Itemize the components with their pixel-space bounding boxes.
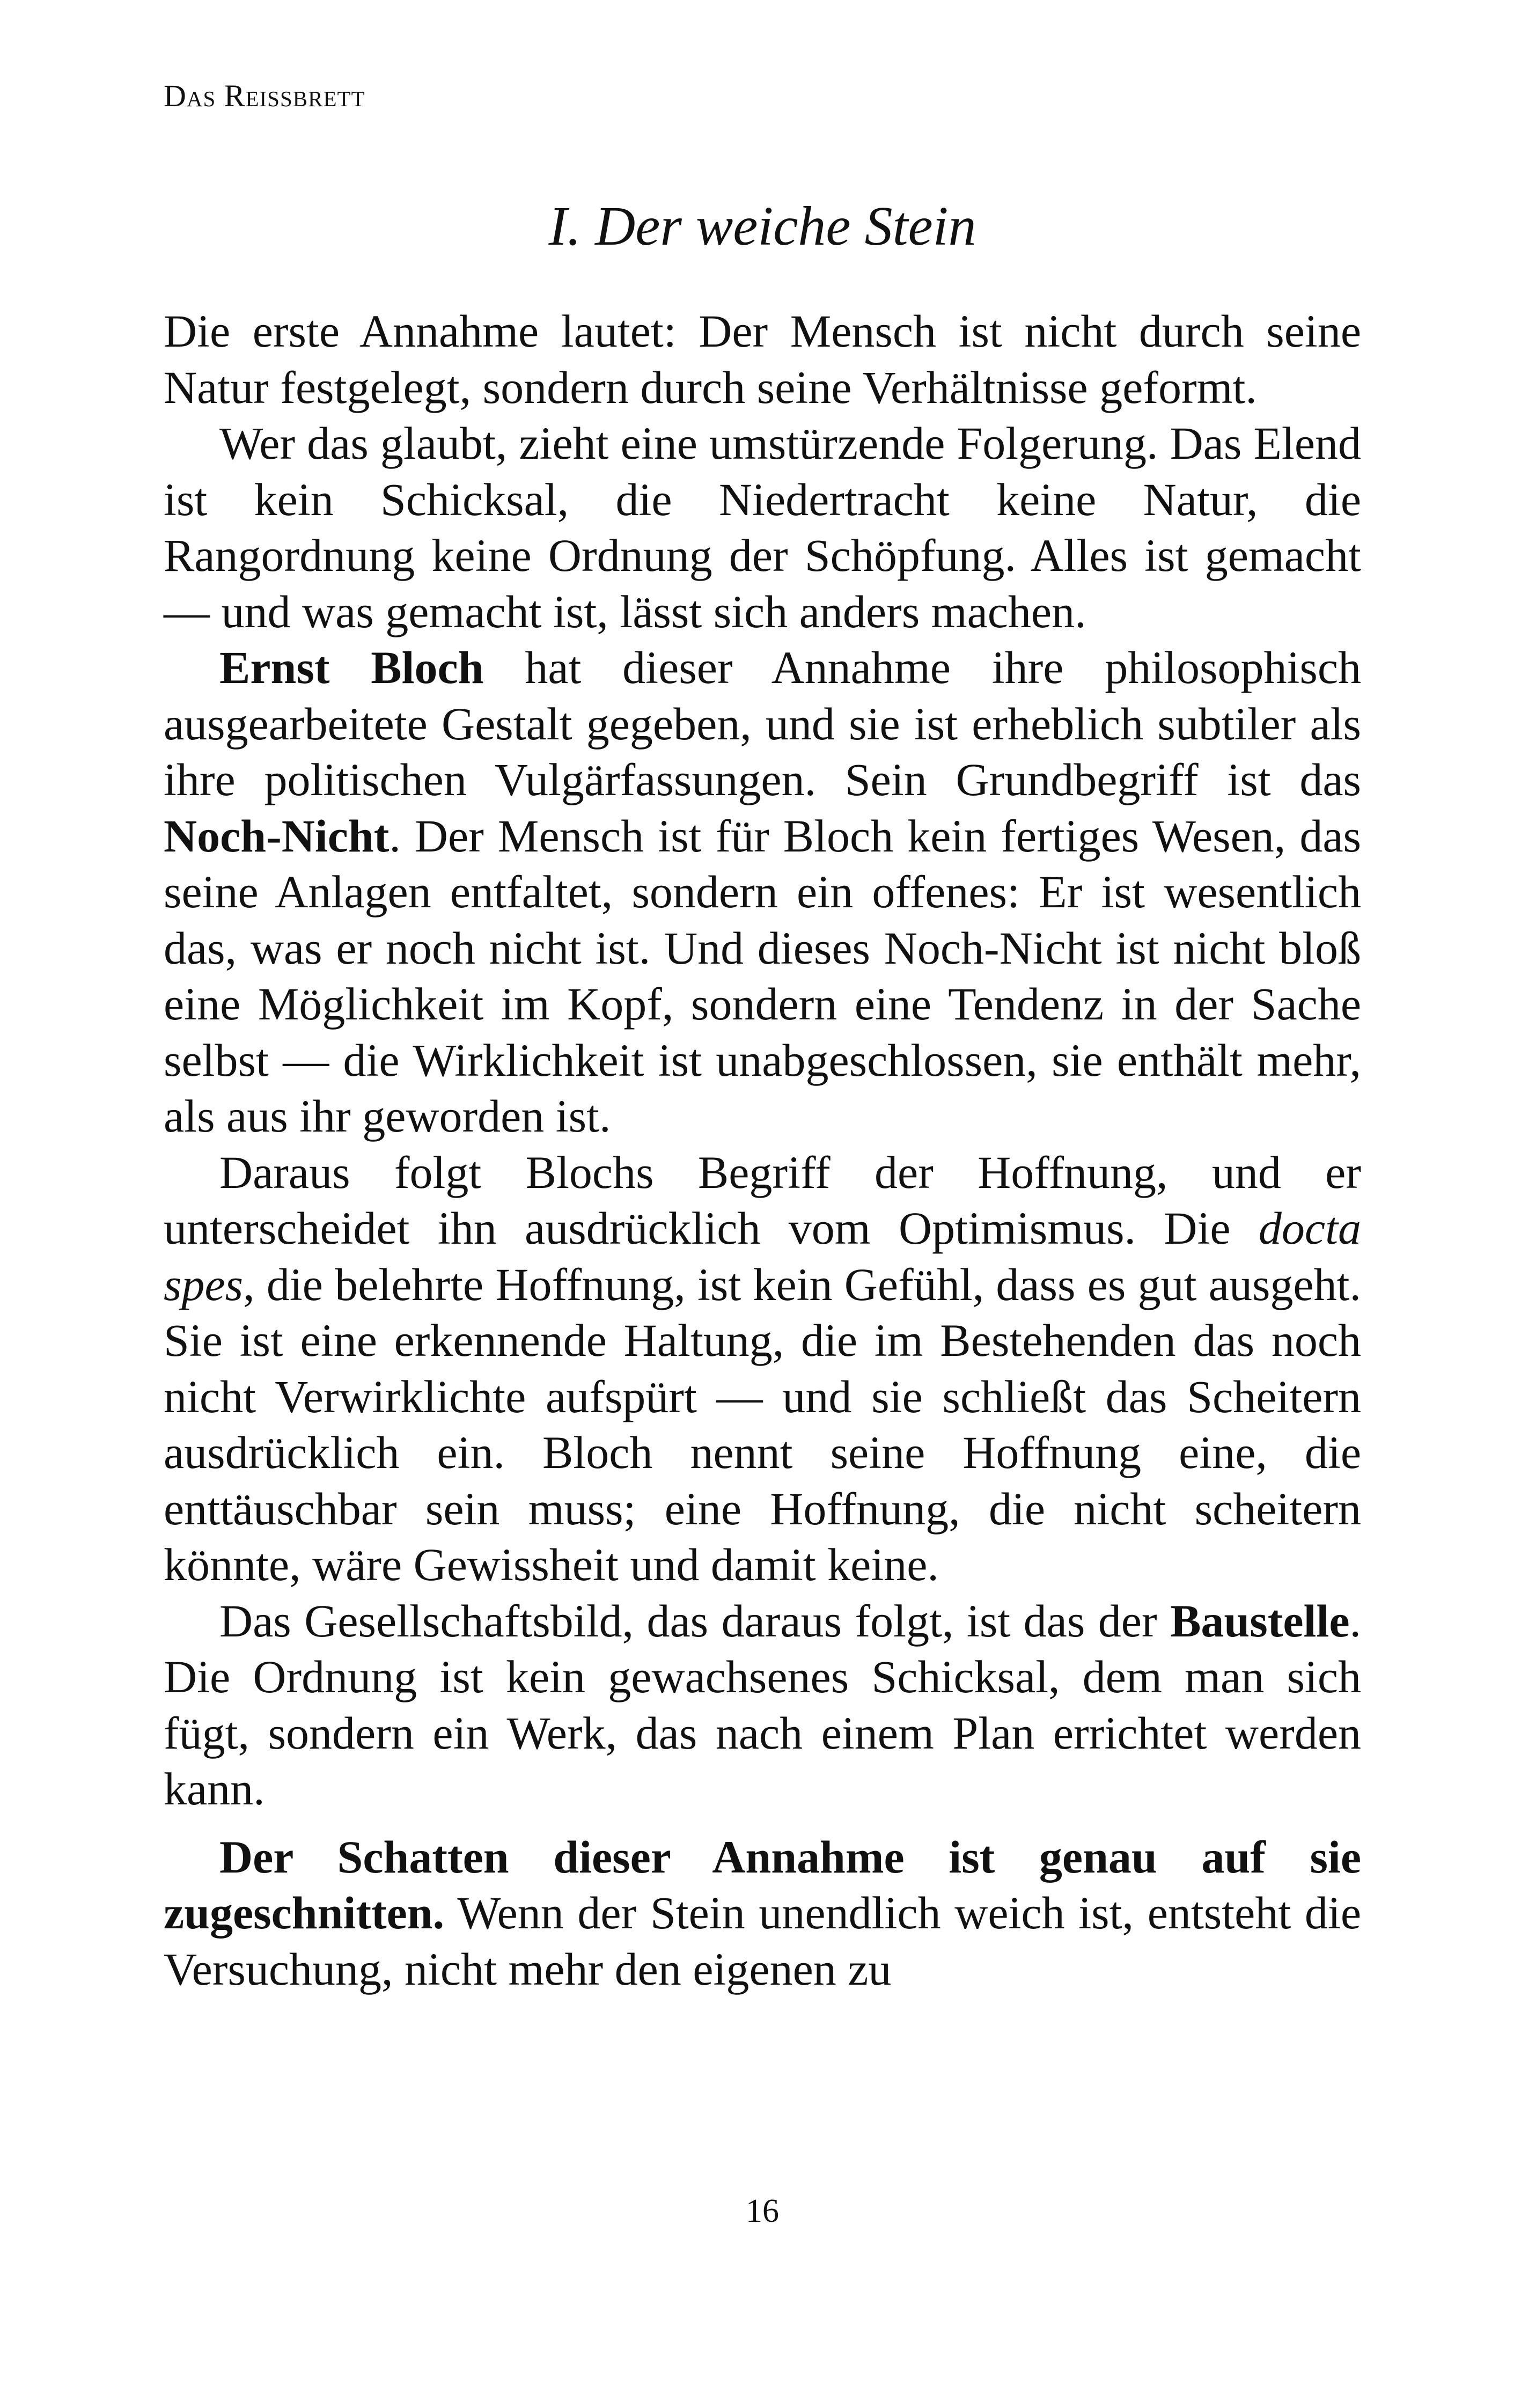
chapter-title: I. Der weiche Stein [548, 195, 976, 257]
bold-lead-sentence: Der Schatten dieser Annahme ist genau auf sie zugeschnitten. [164, 1831, 1361, 1939]
bold-term-noch-nicht: Noch-Nicht [164, 810, 390, 862]
bold-term-baustelle: Baustelle [1170, 1595, 1350, 1647]
paragraph-text: , die belehrte Hoffnung, ist kein Gefühl, dass es gut ausgeht. Sie ist eine erkennende Haltung, die im Bestehenden das noch nicht Verwirklichte aufspürt — und sie schließt das Scheitern ausdrücklich ein. Bloch nennt seine Hoffnung eine, die enttäuschbar sein muss; eine Hoffnung, die nicht scheitern könnte, wäre Gewissheit und damit keine. [164, 1258, 1361, 1590]
body-text [164, 303, 1361, 1997]
paragraph-4 [164, 1144, 1361, 1593]
paragraph-text: . Der Mensch ist für Bloch kein fertiges Wesen, das seine Anlagen entfaltet, sondern ein offenes: Er ist wesentlich das, was er noch nicht ist. Und dieses Noch-Nicht ist nicht bloß eine Möglichkeit im Kopf, sondern eine Tendenz in der Sache selbst — die Wirklichkeit ist unabgeschlossen, sie enthält mehr, als aus ihr geworden ist. [164, 810, 1361, 1142]
paragraph-3 [164, 640, 1361, 1144]
italic-term-docta-spes: docta spes [164, 1202, 1361, 1310]
bold-name-ernst-bloch: Ernst Bloch [219, 642, 484, 693]
running-head: Das Reissbrett [164, 78, 365, 113]
paragraph-text: Die erste Annahme lautet: Der Mensch ist nicht durch seine Natur festgelegt, sondern durch seine Verhältnisse geformt. [164, 305, 1361, 413]
paragraph-text: hat dieser Annahme ihre philosophisch ausgearbeitete Gestalt gegeben, und sie ist erheblich subtiler als ihre politischen Vulgärfassungen. Sein Grundbegriff ist das [164, 642, 1361, 805]
paragraph-6 [164, 1829, 1361, 1998]
paragraph-5 [164, 1593, 1361, 1817]
paragraph-1 [164, 303, 1361, 415]
paragraph-text: Wer das glaubt, zieht eine umstürzende Folgerung. Das Elend ist kein Schicksal, die Niedertracht keine Natur, die Rangordnung keine Ordnung der Schöpfung. Alles ist gemacht — und was gemacht ist, lässt sich anders machen. [164, 417, 1361, 637]
paragraph-2 [164, 415, 1361, 640]
page-number: 16 [746, 2193, 779, 2229]
paragraph-text: . Die Ordnung ist kein gewachsenes Schicksal, dem man sich fügt, sondern ein Werk, das nach einem Plan errichtet werden kann. [164, 1595, 1361, 1815]
paragraph-text: Das Gesellschaftsbild, das daraus folgt, ist das der [219, 1595, 1171, 1647]
paragraph-text: Daraus folgt Blochs Begriff der Hoffnung, und er unterscheidet ihn ausdrücklich vom Optimismus. Die [164, 1146, 1361, 1254]
paragraph-text: Wenn der Stein unendlich weich ist, entsteht die Versuchung, nicht mehr den eigenen zu [164, 1887, 1361, 1995]
